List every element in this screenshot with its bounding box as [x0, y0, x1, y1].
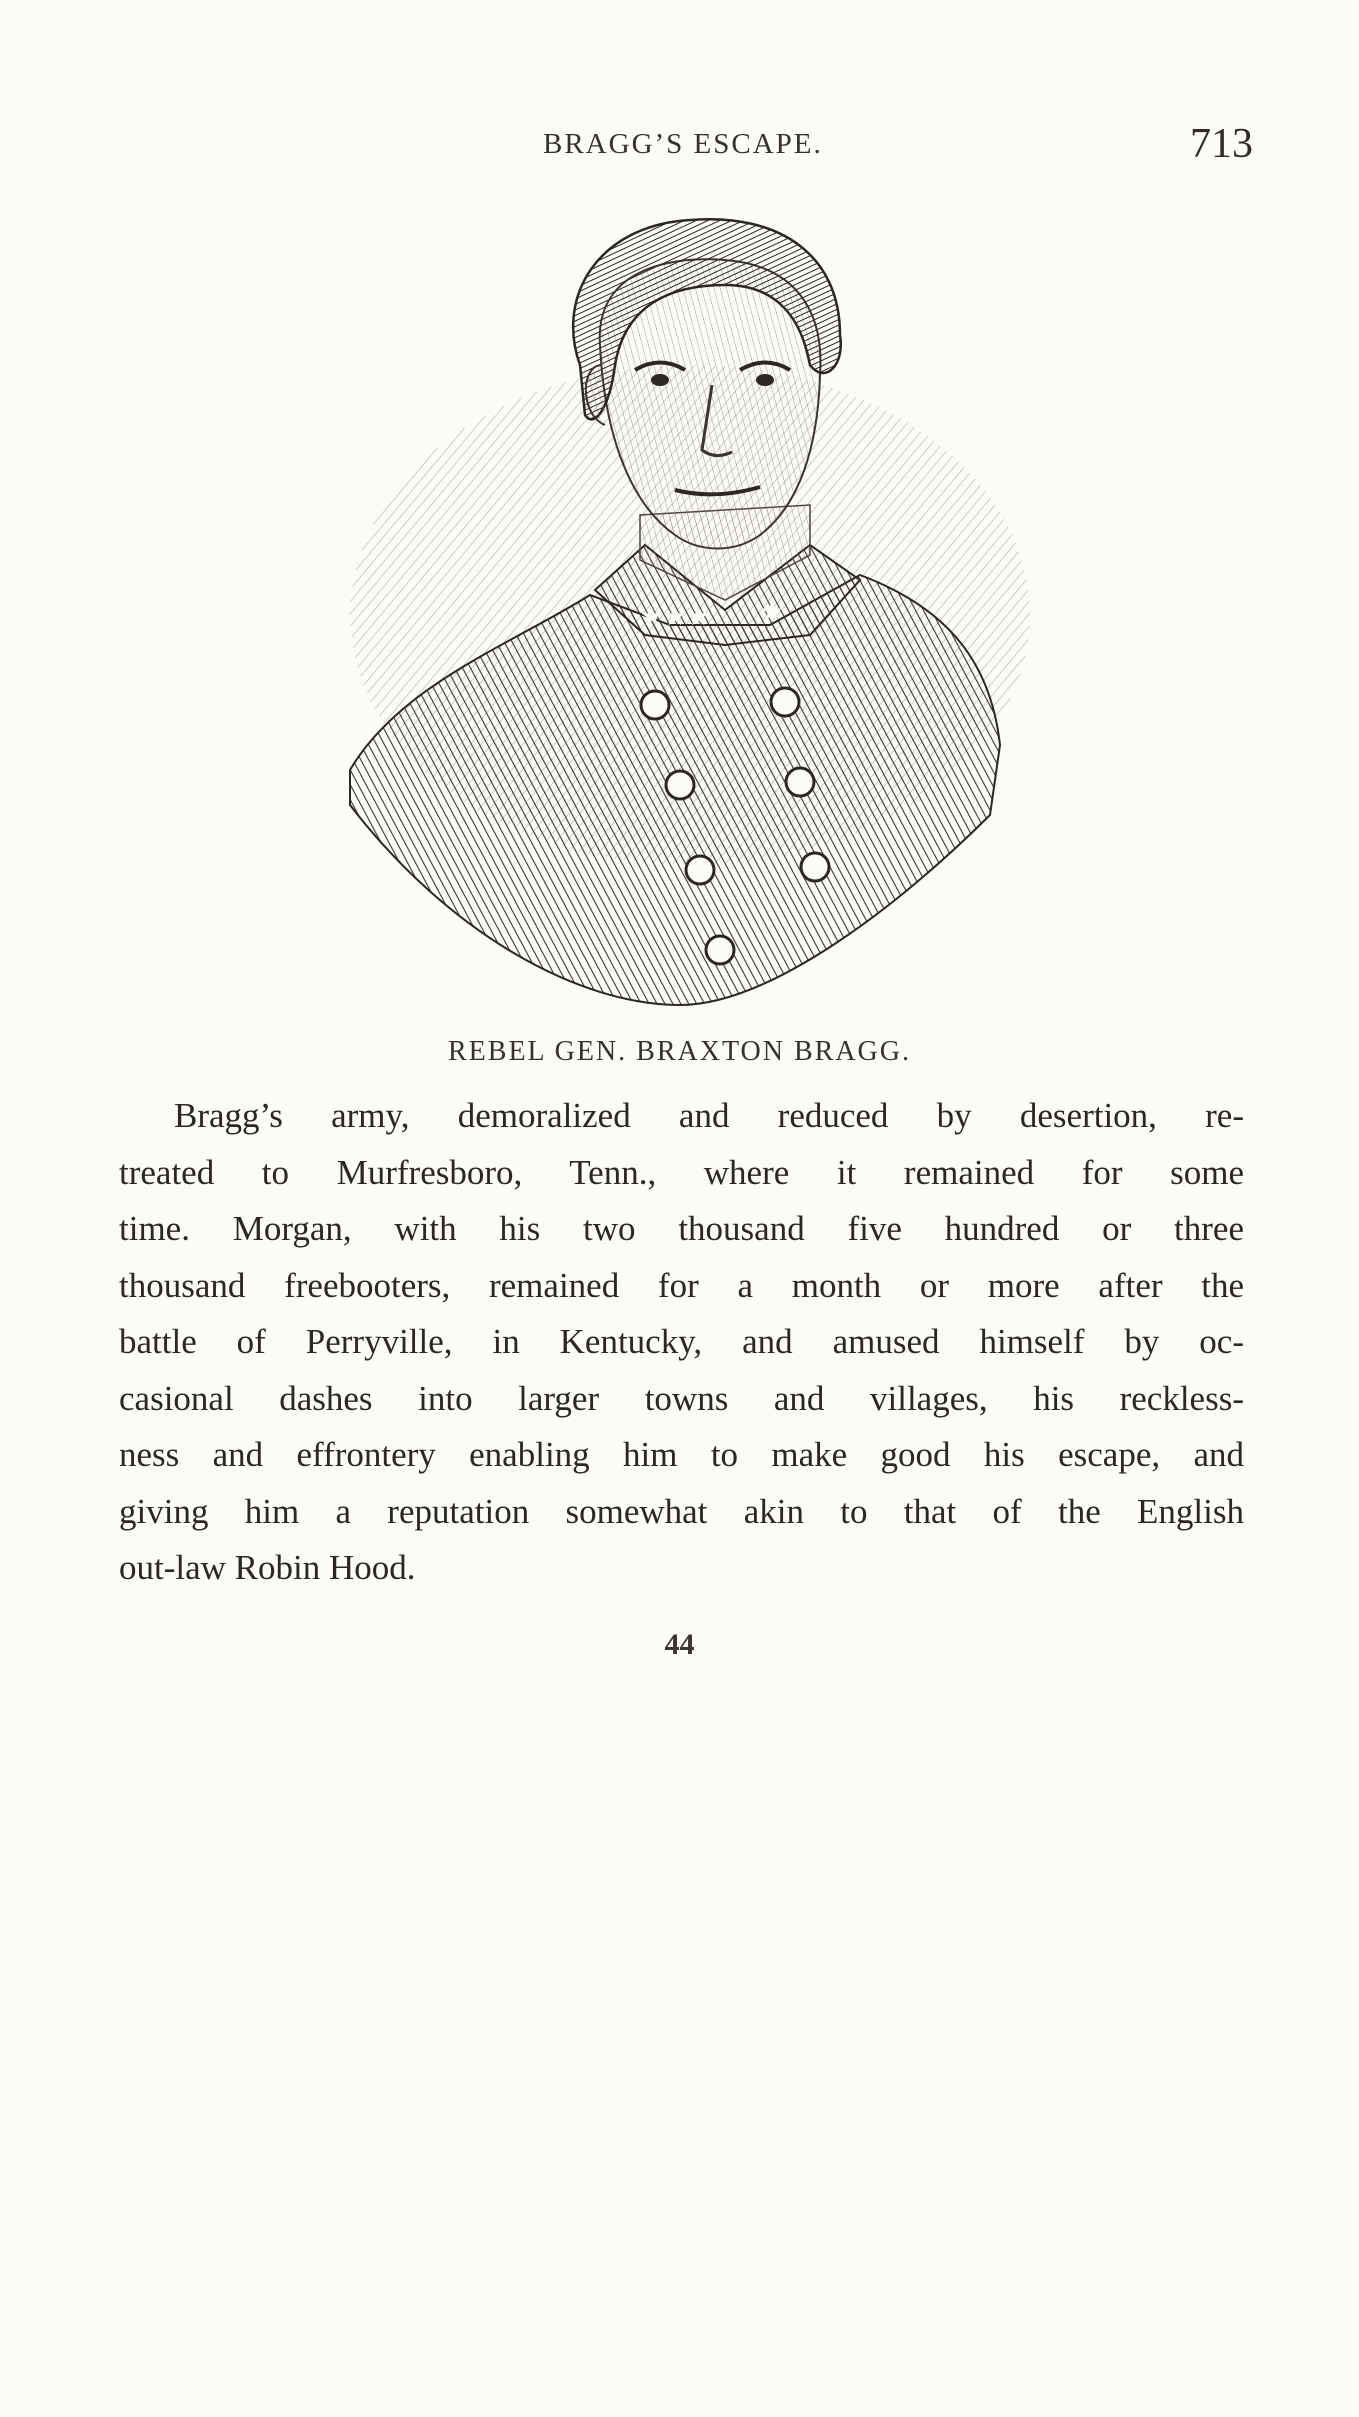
- running-head: [0, 120, 1359, 180]
- portrait-illustration: [340, 215, 1040, 1015]
- text-line: ness and effrontery enabling him to make good his escape, and: [119, 1435, 1244, 1474]
- text-line: treated to Murfresboro, Tenn., where it remained for some: [119, 1152, 1244, 1192]
- figure-caption: REBEL GEN. BRAXTON BRAGG.: [447, 1036, 911, 1067]
- text-line: thousand freebooters, remained for a month or more after the: [119, 1265, 1244, 1305]
- text-line: battle of Perryville, in Kentucky, and amused himself by oc-: [119, 1322, 1244, 1361]
- text-line: Bragg’s army, demoralized and reduced by desertion, re-: [174, 1096, 1244, 1135]
- svg-text:★★★: ★★★: [640, 602, 710, 632]
- signature-mark: 44: [664, 1628, 695, 1661]
- svg-text:★: ★: [760, 597, 784, 627]
- body-paragraph: [119, 1088, 1244, 1597]
- portrait-engraving: [340, 215, 1040, 1015]
- text-line: giving him a reputation somewhat akin to that of the English: [119, 1491, 1244, 1531]
- page-number: 713: [1190, 121, 1253, 167]
- running-title: BRAGG’S ESCAPE.: [543, 128, 823, 160]
- text-line: out-law Robin Hood.: [119, 1548, 416, 1587]
- text-line: time. Morgan, with his two thousand five hundred or three: [119, 1209, 1244, 1248]
- text-line: casional dashes into larger towns and villages, his reckless-: [119, 1378, 1244, 1418]
